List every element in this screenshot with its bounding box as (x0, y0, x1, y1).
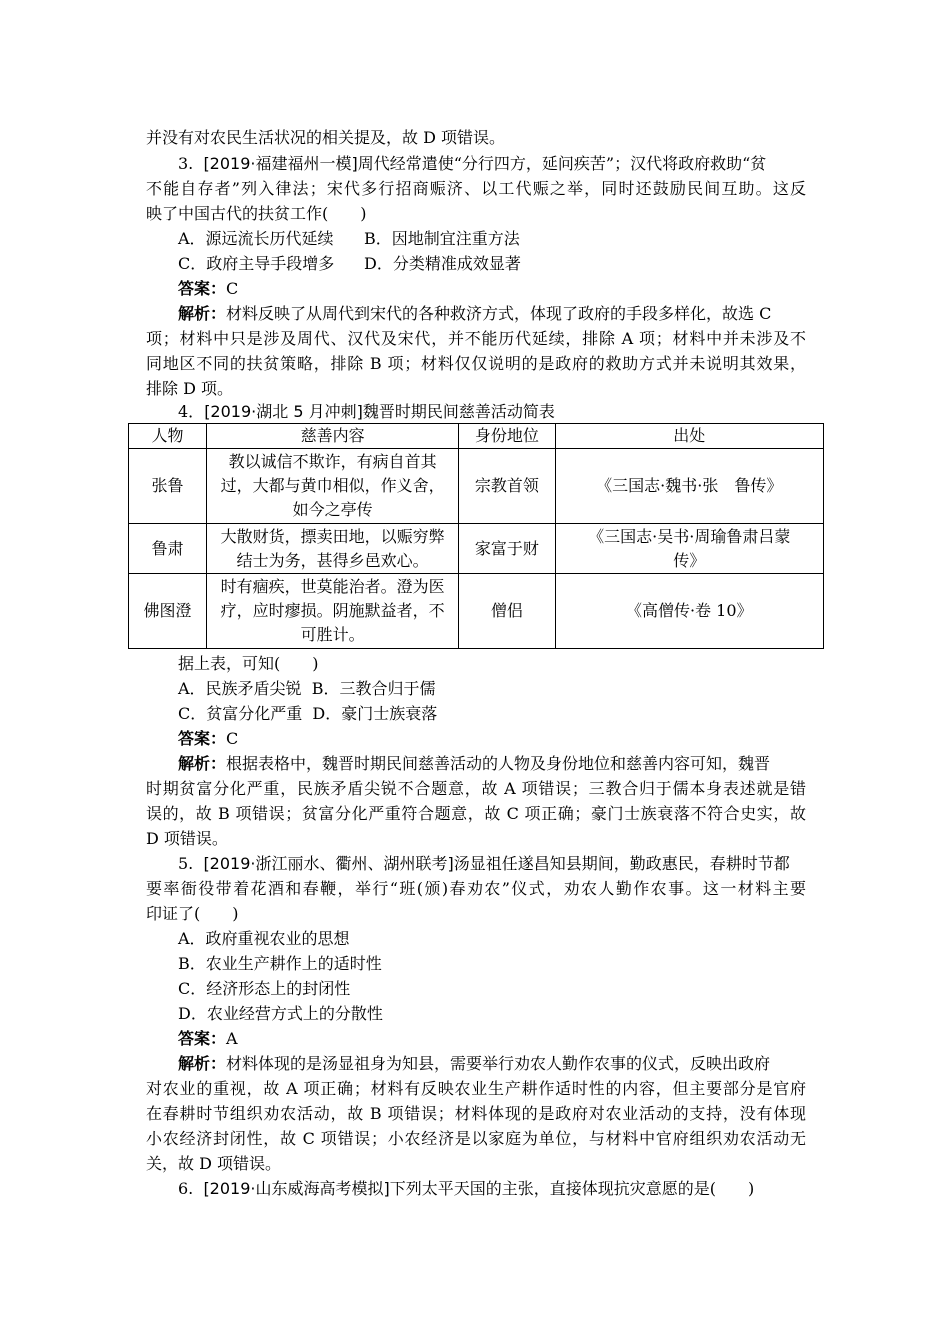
q5-analysis-line-3: 在春耕时节组织劝农活动，故 B 项错误；材料体现的是政府对农业活动的支持，没有体现 (146, 1104, 806, 1123)
cell-content (207, 574, 459, 649)
q4-analysis-line-1 (178, 752, 806, 776)
q3-option-c: C．政府主导手段增多 (178, 254, 335, 273)
q4-number: 4． (178, 402, 205, 421)
q5-analysis-label: 解析： (178, 1054, 227, 1073)
q5-answer (178, 1027, 238, 1051)
q5-source: [2019·浙江丽水、衢州、湖州联考] (203, 854, 454, 873)
q5-option-c: C．经济形态上的封闭性 (178, 979, 351, 998)
q3-option-b: B．因地制宜注重方法 (364, 229, 520, 248)
q4-first-line (178, 400, 555, 424)
q3-stem-line-1: 周代经常遣使“分行四方，延问疾苦”；汉代将政府救助“贫 (357, 154, 767, 173)
q4-option-b: B．三教合归于儒 (311, 679, 436, 698)
q3-analysis-line-4: 排除 D 项。 (146, 379, 234, 398)
table-row (129, 524, 824, 574)
q4-table-title: 魏晋时期民间慈善活动简表 (362, 402, 555, 421)
q5-analysis-line-4: 小农经济封闭性，故 C 项错误；小农经济是以家庭为单位，与材料中官府组织劝农活动无 (146, 1129, 806, 1148)
cell-source: 《高僧传·卷 10》 (555, 574, 824, 649)
q3-analysis-line-1 (178, 302, 806, 326)
intro-line: 并没有对农民生活状况的相关提及，故 D 项错误。 (146, 128, 506, 147)
q3-answer (178, 277, 238, 301)
q4-analysis-label: 解析： (178, 754, 227, 773)
q4-options-row-2 (178, 702, 437, 726)
q3-analysis-line-2: 项；材料中只是涉及周代、汉代及宋代，并不能历代延续，排除 A 项；材料中并未涉及不 (146, 329, 806, 348)
cell-content-line: 如今之亭传 (292, 500, 373, 519)
q3-answer-label: 答案： (178, 279, 227, 298)
cell-source-line: 《三国志·吴书·周瑜鲁肃吕蒙 (588, 526, 791, 546)
cell-content-line: 结士为务，甚得乡邑欢心。 (236, 550, 429, 570)
q5-analysis-line-5: 关，故 D 项错误。 (146, 1154, 282, 1173)
cell-content-line: 过，大都与黄巾相似，作义舍， (220, 476, 445, 495)
q4-options-row-1 (178, 677, 436, 701)
q3-analysis-label: 解析： (178, 304, 227, 323)
q3-number: 3. (178, 154, 194, 173)
q3-option-a: A．源远流长历代延续 (178, 229, 334, 248)
q4-analysis-line-4: D 项错误。 (146, 829, 228, 848)
q3-stem-line-2: 不能自存者”列入律法；宋代多行招商赈济、以工代赈之举，同时还鼓励民间互助。这反 (146, 179, 806, 198)
cell-content (207, 524, 459, 574)
q6-stem: 下列太平天国的主张，直接体现抗灾意愿的是( ) (389, 1179, 755, 1198)
cell-person: 佛图澄 (129, 574, 207, 649)
cell-status: 僧侣 (459, 574, 555, 649)
q6-number: 6. (178, 1179, 194, 1198)
q3-answer-value: C (226, 279, 239, 298)
cell-content (207, 449, 459, 524)
header-person: 人物 (129, 424, 207, 449)
q4-option-a: A．民族矛盾尖锐 (178, 679, 302, 698)
q3-first-line (178, 152, 804, 176)
cell-content-line: 大散财货，摽卖田地，以赈穷弊 (220, 526, 445, 546)
q4-stem: 据上表，可知( ) (178, 654, 319, 673)
table-header-row (129, 424, 824, 449)
q5-option-b: B．农业生产耕作上的适时性 (178, 954, 382, 973)
cell-source: 《三国志·魏书·张 鲁传》 (555, 449, 824, 524)
cell-person: 张鲁 (129, 449, 207, 524)
header-status: 身份地位 (459, 424, 555, 449)
q4-option-c: C．贫富分化严重 (178, 704, 303, 723)
q5-first-line (178, 852, 806, 876)
q6-first-line (178, 1177, 754, 1201)
q3-analysis-line-3: 同地区不同的扶贫策略，排除 B 项；材料仅仅说明的是政府的救助方式并未说明其效果， (146, 354, 806, 373)
cell-status: 家富于财 (459, 524, 555, 574)
cell-content-line: 疗，应时瘳损。阴施默益者，不 (220, 601, 445, 620)
q4-answer-value: C (226, 729, 239, 748)
cell-status: 宗教首领 (459, 449, 555, 524)
table-row (129, 574, 824, 649)
q5-option-a: A．政府重视农业的思想 (178, 929, 350, 948)
q5-answer-value: A (226, 1029, 238, 1048)
q4-option-d: D．豪门士族衰落 (312, 704, 438, 723)
cell-content-line: 时有痼疾，世莫能治者。澄为医 (220, 577, 445, 596)
cell-content-line: 教以诚信不欺诈，有病自首其 (228, 452, 437, 471)
cell-person: 鲁肃 (129, 524, 207, 574)
q4-analysis-text-1: 根据表格中，魏晋时期民间慈善活动的人物及身份地位和慈善内容可知，魏晋 (226, 754, 771, 773)
q5-stem-line-3: 印证了( ) (146, 904, 239, 923)
cell-source (555, 524, 824, 574)
q4-analysis-line-2: 时期贫富分化严重，民族矛盾尖锐不合题意，故 A 项错误；三教合归于儒本身表述就是错 (146, 779, 806, 798)
q5-analysis-line-2: 对农业的重视，故 A 项正确；材料有反映农业生产耕作适时性的内容，但主要部分是官府 (146, 1079, 806, 1098)
charity-table (128, 423, 824, 649)
q5-analysis-text-1: 材料体现的是汤显祖身为知县，需要举行劝农人勤作农事的仪式，反映出政府 (226, 1054, 771, 1073)
q4-answer (178, 727, 238, 751)
q3-analysis-text-1: 材料反映了从周代到宋代的各种救济方式，体现了政府的手段多样化，故选 C (226, 304, 772, 323)
cell-content-line: 可胜计。 (300, 625, 365, 644)
q5-stem-line-1: 汤显祖任遂昌知县期间，勤政惠民，春耕时节都 (453, 854, 790, 873)
q4-analysis-line-3: 误的，故 B 项错误；贫富分化严重符合题意，故 C 项正确；豪门士族衰落不符合史实，故 (146, 804, 806, 823)
q4-source: [2019·湖北 5 月冲刺] (204, 402, 363, 421)
table-row (129, 449, 824, 524)
q5-stem-line-2: 要率衙役带着花酒和春鞭，举行“班(颁)春劝农”仪式，劝农人勤作农事。这一材料主要 (146, 879, 806, 898)
q4-answer-label: 答案： (178, 729, 227, 748)
q3-option-d: D．分类精准成效显著 (364, 254, 521, 273)
q5-analysis-line-1 (178, 1052, 806, 1076)
header-content: 慈善内容 (207, 424, 459, 449)
header-source: 出处 (555, 424, 824, 449)
q5-option-d: D．农业经营方式上的分散性 (178, 1004, 383, 1023)
q3-source: [2019·福建福州一模] (203, 154, 358, 173)
q5-answer-label: 答案： (178, 1029, 227, 1048)
cell-source-line: 传》 (673, 550, 706, 570)
q3-stem-line-3: 映了中国古代的扶贫工作( ) (146, 204, 367, 223)
q5-number: 5. (178, 854, 194, 873)
q6-source: [2019·山东威海高考模拟] (203, 1179, 390, 1198)
